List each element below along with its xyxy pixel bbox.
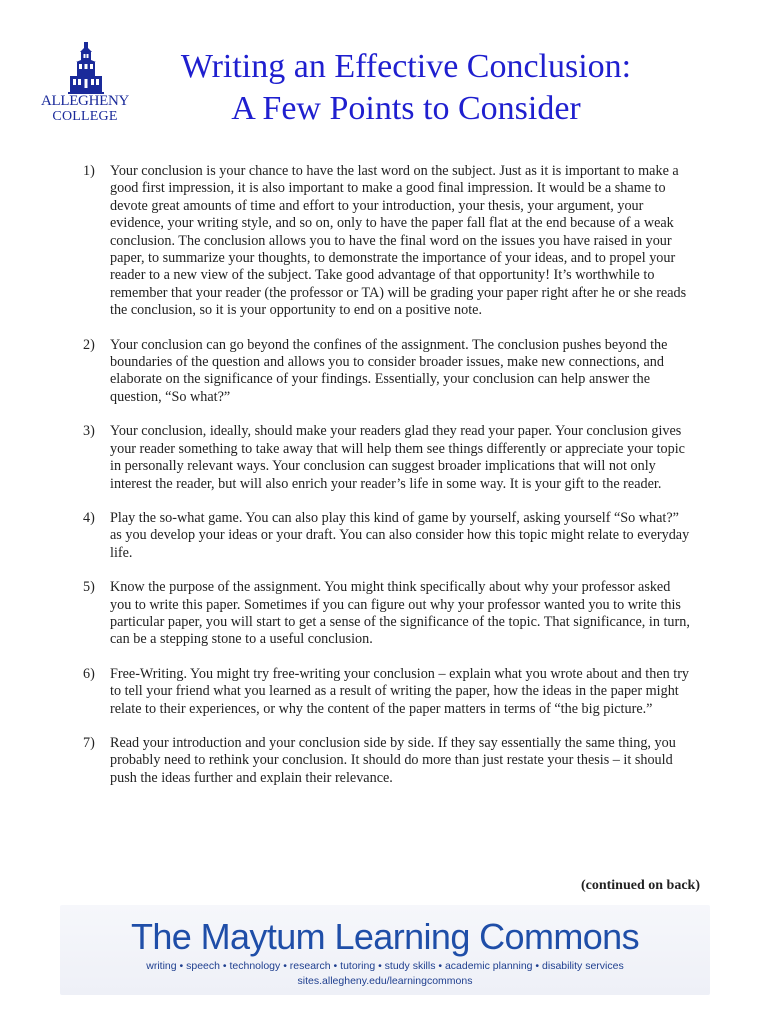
points-list [83, 163, 691, 787]
footer-banner [60, 905, 710, 995]
footer-title: The Maytum Learning Commons [130, 916, 639, 957]
item-number: 1) [83, 163, 95, 179]
item-number: 7) [83, 734, 95, 751]
item-number: 6) [83, 665, 95, 682]
allegheny-logo [40, 42, 130, 126]
continued-note: (continued on back) [580, 878, 700, 893]
list-item [83, 163, 691, 320]
item-text: Know the purpose of the assignment. You might think specifically about why your professor asked you to write this paper. Sometimes if you can figure out why your professor wanted you to write this particular paper, you will start to get a sense of the significance of the topic. That significance, in turn, can be a stepping stone to a useful conclusion. [110, 579, 690, 648]
item-text: Your conclusion is your chance to have the last word on the subject. Just as it is important to make a good first impression, it is also important to make a good final impression. It would be a shame to devote great amounts of time and effort to your introduction, your thesis, your argument, your evidence, your writing style, and so on, only to have the paper fall flat at the end because of a weak conclusion. The conclusion allows you to have the final word on the issues you have raised in your paper, to summarize your thoughts, to demonstrate the importance of your ideas, and to propel your reader to a new view of the subject. Take good advantage of that opportunity! It’s worthwhile to remember that your reader (the professor or TA) will be grading your paper right after he or she reads the conclusion, so it is your opportunity to end on a positive note. [110, 163, 687, 319]
list-item [83, 337, 691, 407]
item-number: 2) [83, 336, 95, 353]
item-text: Your conclusion, ideally, should make your readers glad they read your paper. Your conclusion gives your reader something to take away that will help them see things differently or appreciate your topic in personally relevant ways. Your conclusion can suggest broader implications that will not only interest the reader, but will also enrich your reader’s life in some way. It is your gift to the reader. [110, 423, 685, 492]
list-item [83, 423, 691, 493]
logo-line-2: COLLEGE [52, 109, 118, 124]
list-item [83, 666, 691, 718]
item-text: Play the so-what game. You can also play this kind of game by yourself, asking yourself “So what?” as you develop your ideas or your draft. You can also consider how this topic might relate to everyday life. [110, 509, 690, 561]
item-text: Read your introduction and your conclusion side by side. If they say essentially the same thing, you probably need to rethink your conclusion. It should do more than just restate your thesis – it should push the ideas further and explain their relevance. [110, 734, 676, 786]
college-tower-icon [66, 42, 106, 94]
item-number: 3) [83, 423, 95, 440]
footer-services: writing • speech • technology • research • tutoring • study skills • academic planning • disability services [146, 960, 624, 972]
list-item [83, 579, 691, 649]
list-item [83, 510, 691, 562]
item-text: Your conclusion can go beyond the confines of the assignment. The conclusion pushes beyond the boundaries of the question and allows you to consider broader issues, make new connections, and elaborate on the significance of your findings. Essentially, your conclusion can help answer the question, “So what?” [110, 336, 668, 405]
footer-url: sites.allegheny.edu/learningcommons [297, 975, 473, 987]
item-text: Free-Writing. You might try free-writing your conclusion – explain what you wrote about and then try to tell your friend what you learned as a result of writing the paper, how the ideas in the paper might relate to their experiences, or why the content of the paper matters in terms of “the big picture.” [110, 665, 690, 717]
title-line-2: A Few Points to Consider [231, 90, 581, 127]
list-item [83, 735, 691, 787]
logo-line-1: ALLEGHENY [40, 93, 130, 109]
title-line-1: Writing an Effective Conclusion: [180, 48, 632, 85]
logo-wordmark [40, 94, 130, 124]
item-number: 5) [83, 579, 95, 596]
page-title [130, 46, 682, 130]
item-number: 4) [83, 509, 95, 526]
